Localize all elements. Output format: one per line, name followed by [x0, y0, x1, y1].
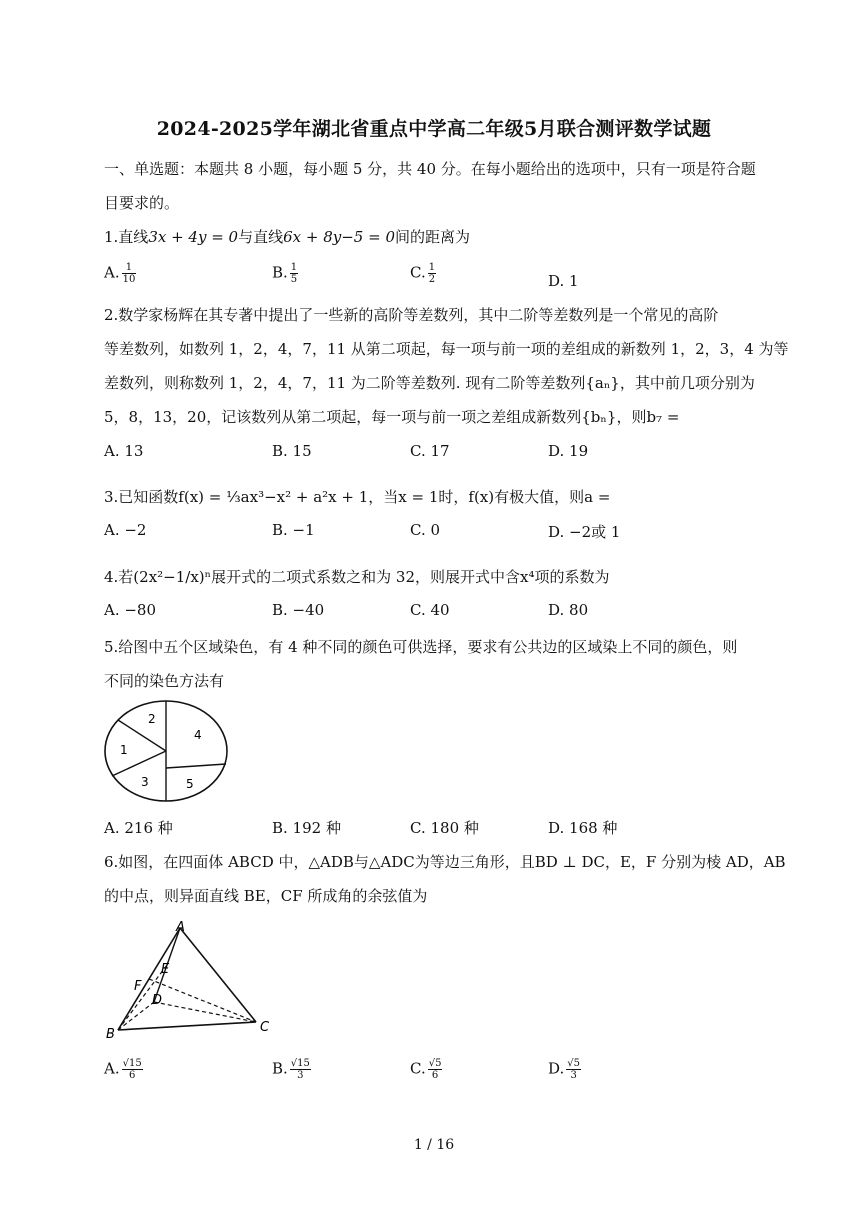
question-6-line1: 6.如图，在四面体 ABCD 中，△ADB与△ADC为等边三角形，且BD ⊥ DC，E，F 分别为棱 AD，AB [104, 853, 786, 871]
q1-option-d[interactable] [548, 272, 579, 290]
q3-option-b[interactable]: B. −1 [272, 521, 315, 539]
region-label-4: 4 [194, 728, 202, 742]
q4-option-a[interactable]: A. −80 [104, 601, 157, 619]
q1-option-b[interactable] [272, 262, 298, 285]
q6-option-c[interactable] [410, 1058, 442, 1081]
fraction: $\frac{1}{10}$ [122, 262, 136, 285]
q4-option-c[interactable]: C. 40 [410, 601, 450, 619]
point-label-F: F [134, 979, 142, 994]
point-label-E: E [161, 962, 170, 977]
question-4: 4.若(2x²−1/x)ⁿ展开式的二项式系数之和为 32，则展开式中含x⁴项的系数为 [104, 568, 610, 586]
section-header-line1: 一、单选题：本题共 8 小题，每小题 5 分，共 40 分。在每小题给出的选项中，只有一项是符合题 [104, 160, 756, 178]
q6-option-d[interactable] [548, 1058, 581, 1081]
fraction: $\frac{1}{5}$ [290, 262, 298, 285]
q5-option-d[interactable]: D. 168 种 [548, 819, 618, 837]
option-label: B. [272, 263, 288, 282]
q6-option-a[interactable] [104, 1058, 143, 1081]
fraction: $\frac{√5}{3}$ [567, 1058, 580, 1081]
point-label-A: A [176, 920, 185, 935]
region-label-1: 1 [120, 743, 128, 757]
option-label: D. [548, 1059, 565, 1078]
q2-option-b[interactable]: B. 15 [272, 442, 312, 460]
point-label-C: C [260, 1020, 270, 1035]
option-label: B. [272, 1059, 288, 1078]
q1-text-c: 间的距离为 [395, 228, 471, 246]
q1-text-b: 与直线 [238, 228, 284, 246]
q2-option-d[interactable]: D. 19 [548, 442, 589, 460]
tetrahedron-figure [104, 918, 280, 1044]
option-label: D. [548, 272, 565, 290]
q4-option-d[interactable]: D. 80 [548, 601, 589, 619]
question-2-line1: 2.数学家杨辉在其专著中提出了一些新的高阶等差数列，其中二阶等差数列是一个常见的高阶 [104, 306, 719, 324]
q3-option-a[interactable]: A. −2 [104, 521, 147, 539]
q1-expr2: 6x + 8y−5 = 0 [283, 228, 395, 246]
option-label: A. [104, 1059, 120, 1078]
q5-option-a[interactable]: A. 216 种 [104, 819, 173, 837]
region-label-2: 2 [148, 712, 156, 726]
q5-option-c[interactable]: C. 180 种 [410, 819, 479, 837]
q1-text-a: 1.直线 [104, 228, 149, 246]
question-5-line1: 5.给图中五个区域染色，有 4 种不同的颜色可供选择，要求有公共边的区域染上不同的颜色，则 [104, 638, 738, 656]
region-label-5: 5 [186, 777, 194, 791]
question-3: 3.已知函数f(x) = ⅓ax³−x² + a²x + 1，当x = 1时，f(x)有极大值，则a = [104, 488, 611, 506]
q1-option-c[interactable] [410, 262, 436, 285]
section-header-line2: 目要求的。 [104, 194, 180, 212]
q2-option-c[interactable]: C. 17 [410, 442, 450, 460]
q3-option-c[interactable]: C. 0 [410, 521, 441, 539]
q6-option-b[interactable] [272, 1058, 311, 1081]
point-label-B: B [106, 1027, 115, 1042]
q2-option-a[interactable]: A. 13 [104, 442, 144, 460]
q1-option-a[interactable] [104, 262, 136, 285]
option-label: C. [410, 263, 426, 282]
point-label-D: D [152, 993, 163, 1008]
fraction: $\frac{√15}{3}$ [290, 1058, 310, 1081]
q3-option-d[interactable]: D. −2或 1 [548, 523, 621, 541]
option-label: A. [104, 263, 120, 282]
fraction: $\frac{√5}{6}$ [428, 1058, 442, 1081]
question-2-line3: 差数列，则称数列 1，2，4，7，11 为二阶等差数列. 现有二阶等差数列{aₙ}，其中前几项分别为 [104, 374, 755, 392]
question-5-line2: 不同的染色方法有 [104, 672, 225, 690]
question-1 [104, 226, 470, 247]
question-2-line2: 等差数列，如数列 1，2，4，7，11 从第二项起，每一项与前一项的差组成的新数列 1，2，3，4 为等 [104, 340, 789, 358]
q1-expr1: 3x + 4y = 0 [148, 228, 239, 246]
page-number: 1 / 16 [413, 1137, 455, 1153]
option-value: 1 [569, 272, 579, 290]
fraction: $\frac{1}{2}$ [428, 262, 436, 285]
page-title: 2024-2025学年湖北省重点中学高二年级5月联合测评数学试题 [156, 118, 712, 140]
question-2-line4: 5，8，13，20，记该数列从第二项起，每一项与前一项之差组成新数列{bₙ}，则b₇ = [104, 408, 680, 426]
region-label-3: 3 [141, 775, 149, 789]
coloring-regions-figure [100, 695, 234, 807]
q5-option-b[interactable]: B. 192 种 [272, 819, 341, 837]
option-label: C. [410, 1059, 426, 1078]
fraction: $\frac{√15}{6}$ [122, 1058, 142, 1081]
q4-option-b[interactable]: B. −40 [272, 601, 325, 619]
question-6-line2: 的中点，则异面直线 BE，CF 所成角的余弦值为 [104, 887, 428, 905]
